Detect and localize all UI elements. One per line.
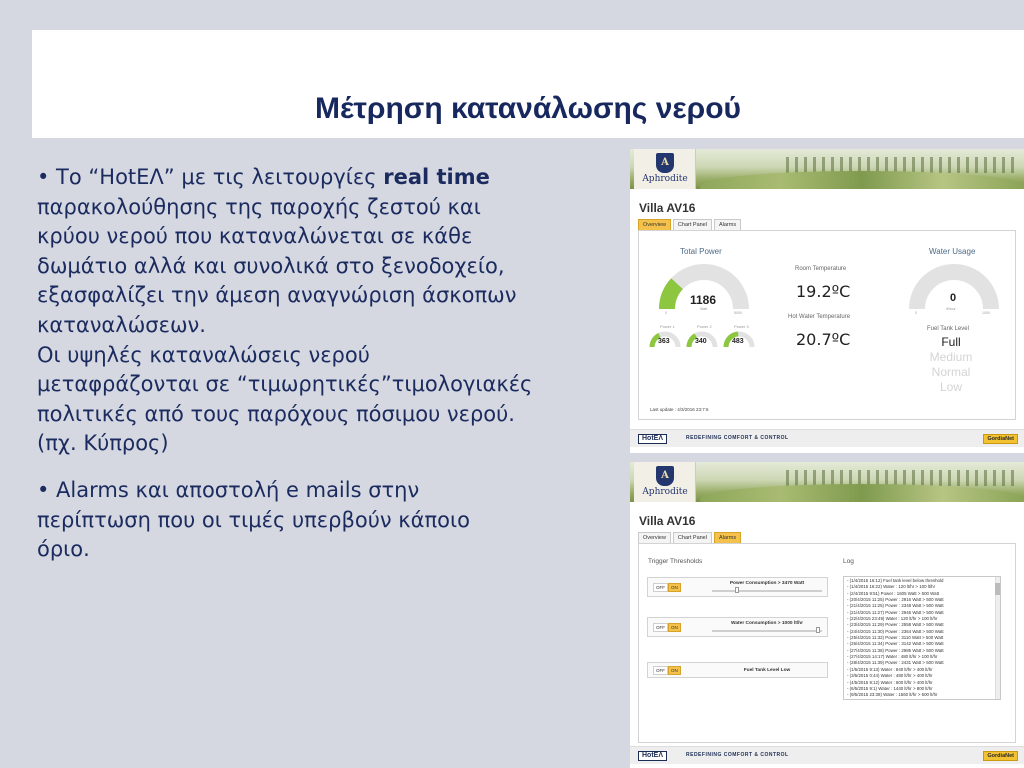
threshold-slider[interactable]: [712, 590, 822, 592]
paragraph-line: μεταφράζονται σε “τιμωρητικές”τιμολογιακές: [37, 372, 533, 397]
toggle-off[interactable]: OFF: [653, 583, 668, 592]
log-entry: - (28/4/2015 11:39) Power : 2431 Watt > 500 Watt: [847, 660, 944, 666]
log-entry: - (22/4/2015 23:49) Water : 120 lt/hr > 100 lt/hr: [847, 616, 938, 622]
hotel-logo: [634, 462, 696, 502]
trigger-thresholds-title: Trigger Thresholds: [648, 558, 703, 565]
log-entry: - (3/5/2015 0:44) Water : 480 lt/hr > 400 lt/hr: [847, 673, 933, 679]
hot-water-value: 20.7ºC: [796, 330, 851, 349]
log-box[interactable]: [843, 576, 1001, 700]
bold-text: real time: [383, 165, 490, 189]
logo-text: Aphrodite: [642, 174, 688, 184]
hotel-banner: [630, 462, 1024, 502]
paragraph-alarms: [37, 476, 627, 565]
water-usage-value: 0: [950, 292, 957, 304]
log-entry: - (20/4/2015 11:25) Power : 2916 Watt > 500 Watt: [847, 597, 944, 603]
log-entry: - (24/4/2015 11:30) Power : 2364 Watt > 500 Watt: [847, 628, 944, 634]
paragraph-line: • Alarms και αποστολή e mails στην: [37, 477, 420, 502]
paragraph-line: πολιτικές από τους παρόχους πόσιμου νερού.: [37, 401, 515, 426]
villa-title: Villa AV16: [639, 514, 696, 528]
trigger-toggle[interactable]: [653, 666, 681, 675]
fuel-level-list: [901, 335, 1001, 397]
paragraph-line: εξασφαλίζει την άμεση αναγνώριση άσκοπων: [37, 283, 517, 308]
alarms-screenshot: [630, 462, 1024, 768]
threshold-slider[interactable]: [712, 630, 822, 632]
trigger-row: [647, 577, 828, 597]
paragraph-line: καταναλώσεων.: [37, 312, 206, 337]
log-entry: - (21/4/2015 11:25) Power : 2348 Watt > 500 Watt: [847, 603, 944, 609]
log-entry: - (9/5/2015 23:38) Water : 1560 lt/hr > 600 lt/hr: [847, 692, 938, 698]
log-entry: - (25/4/2015 11:32) Power : 3110 Watt > 500 Watt: [847, 635, 944, 641]
toggle-on[interactable]: ON: [668, 623, 681, 632]
villa-title: Villa AV16: [639, 201, 696, 215]
water-usage-min: 0: [915, 311, 917, 315]
hot-water-label: Hot Water Temperature: [788, 314, 851, 320]
trigger-label: Water Consumption > 1000 lt/hr: [731, 621, 803, 626]
trigger-toggle[interactable]: [653, 583, 681, 592]
slider-handle[interactable]: [735, 587, 739, 593]
trigger-row: [647, 662, 828, 678]
fuel-level-option: Normal: [931, 365, 971, 379]
hotel-brand-logo: HotΕΛ: [638, 751, 667, 761]
tab-alarms[interactable]: Alarms: [714, 532, 741, 544]
water-usage-max: 1000: [982, 311, 990, 315]
tab-overview[interactable]: Overview: [638, 532, 671, 544]
footer-tagline: REDEFINING COMFORT & CONTROL: [686, 752, 789, 758]
toggle-off[interactable]: OFF: [653, 623, 668, 632]
log-title: Log: [843, 558, 854, 565]
log-scrollbar[interactable]: [995, 577, 1000, 699]
paragraph-line: κρύου νερού που καταναλώνεται σε κάθε: [37, 224, 473, 249]
fuel-tank-label: Fuel Tank Level: [927, 326, 969, 332]
log-entry: - (21/4/2015 11:27) Power : 2946 Watt > 500 Watt: [847, 609, 944, 615]
tab-alarms[interactable]: Alarms: [714, 219, 741, 231]
trigger-toggle[interactable]: [653, 623, 681, 632]
water-usage-label: Water Usage: [929, 247, 976, 256]
water-usage-unit: lt/hour: [946, 307, 956, 311]
logo-crest-icon: A: [656, 153, 674, 173]
paragraph-line: (πχ. Κύπρος): [37, 431, 169, 456]
paragraph-line: παρακολούθησης της παροχής ζεστού και: [37, 194, 481, 219]
fuel-level-option: Medium: [929, 350, 973, 364]
fuel-level-option: Low: [939, 380, 962, 394]
slide-title: Μέτρηση κατανάλωσης νερού: [315, 92, 741, 125]
sub-power-value: 483: [732, 338, 744, 345]
total-power-label: Total Power: [680, 247, 722, 256]
log-entry: - (27/4/2015 11:38) Power : 2985 Watt > 500 Watt: [847, 647, 944, 653]
toggle-on[interactable]: ON: [668, 666, 681, 675]
sub-power-label: Power 1: [660, 324, 675, 329]
log-entry: - (2/4/2015 9:51) Power : 1605 Watt > 500 Watt: [847, 590, 940, 596]
logo-crest-icon: A: [656, 466, 674, 486]
logo-text: Aphrodite: [642, 487, 688, 497]
gauge-fill: [667, 284, 677, 309]
slide-body: [37, 163, 627, 565]
total-power-max: 5000: [734, 311, 742, 315]
tab-chart-panel[interactable]: Chart Panel: [673, 219, 712, 231]
log-entry: - (27/4/2015 14:17) Water : 480 lt/hr > 100 lt/hr: [847, 654, 938, 660]
paragraph-line: Οι υψηλές καταναλώσεις νερού: [37, 342, 370, 367]
toggle-off[interactable]: OFF: [653, 666, 668, 675]
paragraph-realtime: [37, 163, 627, 459]
trigger-label: Fuel Tank Level Low: [743, 668, 791, 673]
footer-tagline: REDEFINING COMFORT & CONTROL: [686, 435, 789, 441]
banner-hills: [700, 171, 1024, 189]
room-temp-value: 19.2ºC: [796, 282, 851, 301]
sub-power-value: 340: [695, 338, 707, 345]
log-entry: - (6/5/2015 9:1) Water : 1440 lt/hr > 800 lt/hr: [847, 685, 933, 691]
sub-power-label: Power 3: [734, 324, 749, 329]
log-entry: - (23/4/2015 11:29) Power : 2558 Watt > 500 Watt: [847, 622, 944, 628]
total-power-value: 1186: [690, 293, 717, 307]
hotel-logo: [634, 149, 696, 189]
sub-power-value: 363: [658, 338, 670, 345]
paragraph-line: όριο.: [37, 537, 90, 562]
partner-logo: GordiaNet: [983, 751, 1018, 761]
room-temp-label: Room Temperature: [795, 266, 847, 272]
footer-bar: [630, 746, 1024, 764]
trigger-row: [647, 617, 828, 637]
sub-power-label: Power 2: [697, 324, 712, 329]
partner-logo: GordiaNet: [983, 434, 1018, 444]
log-entry: - (1/4/2015 16:12) Fuel tank level below threshold: [847, 578, 944, 583]
hotel-banner: [630, 149, 1024, 189]
overview-screenshot: [630, 149, 1024, 453]
fuel-level-option: Full: [941, 335, 961, 349]
paragraph-line: δωμάτιο αλλά και συνολικά στο ξενοδοχείο,: [37, 253, 505, 278]
slider-handle[interactable]: [816, 627, 820, 633]
banner-hills: [700, 484, 1024, 502]
log-entry: - (1/5/2015 9:13) Water : 840 lt/hr > 400 lt/hr: [847, 666, 933, 672]
toggle-on[interactable]: ON: [668, 583, 681, 592]
log-entry: - (4/5/2015 9:12) Water : 600 lt/hr > 400 lt/hr: [847, 679, 933, 685]
hotel-brand-logo: HotΕΛ: [638, 434, 667, 444]
log-scroll-thumb[interactable]: [995, 583, 1000, 595]
trigger-label: Power Consumption > 3470 Watt: [729, 581, 805, 586]
tab-overview[interactable]: Overview: [638, 219, 671, 231]
paragraph-line: περίπτωση που οι τιμές υπερβούν κάποιο: [37, 507, 470, 532]
paragraph-lines: [37, 193, 627, 459]
title-band: [32, 30, 1024, 138]
last-update: Last update : 4/3/2016 23:7:6: [650, 407, 709, 412]
bullet-text: • Το “HotΕΛ” με τις λειτουργίες: [37, 165, 384, 189]
tab-chart-panel[interactable]: Chart Panel: [673, 532, 712, 544]
total-power-unit: Watt: [700, 307, 708, 311]
footer-bar: [630, 429, 1024, 447]
log-entry: - (26/4/2015 11:34) Power : 3142 Watt > 500 Watt: [847, 641, 944, 647]
log-lines: [847, 578, 993, 699]
total-power-min: 0: [665, 311, 667, 315]
log-entry: - (1/4/2015 16:22) Water : 120 lt/hr > 100 lt/hr: [847, 584, 936, 590]
